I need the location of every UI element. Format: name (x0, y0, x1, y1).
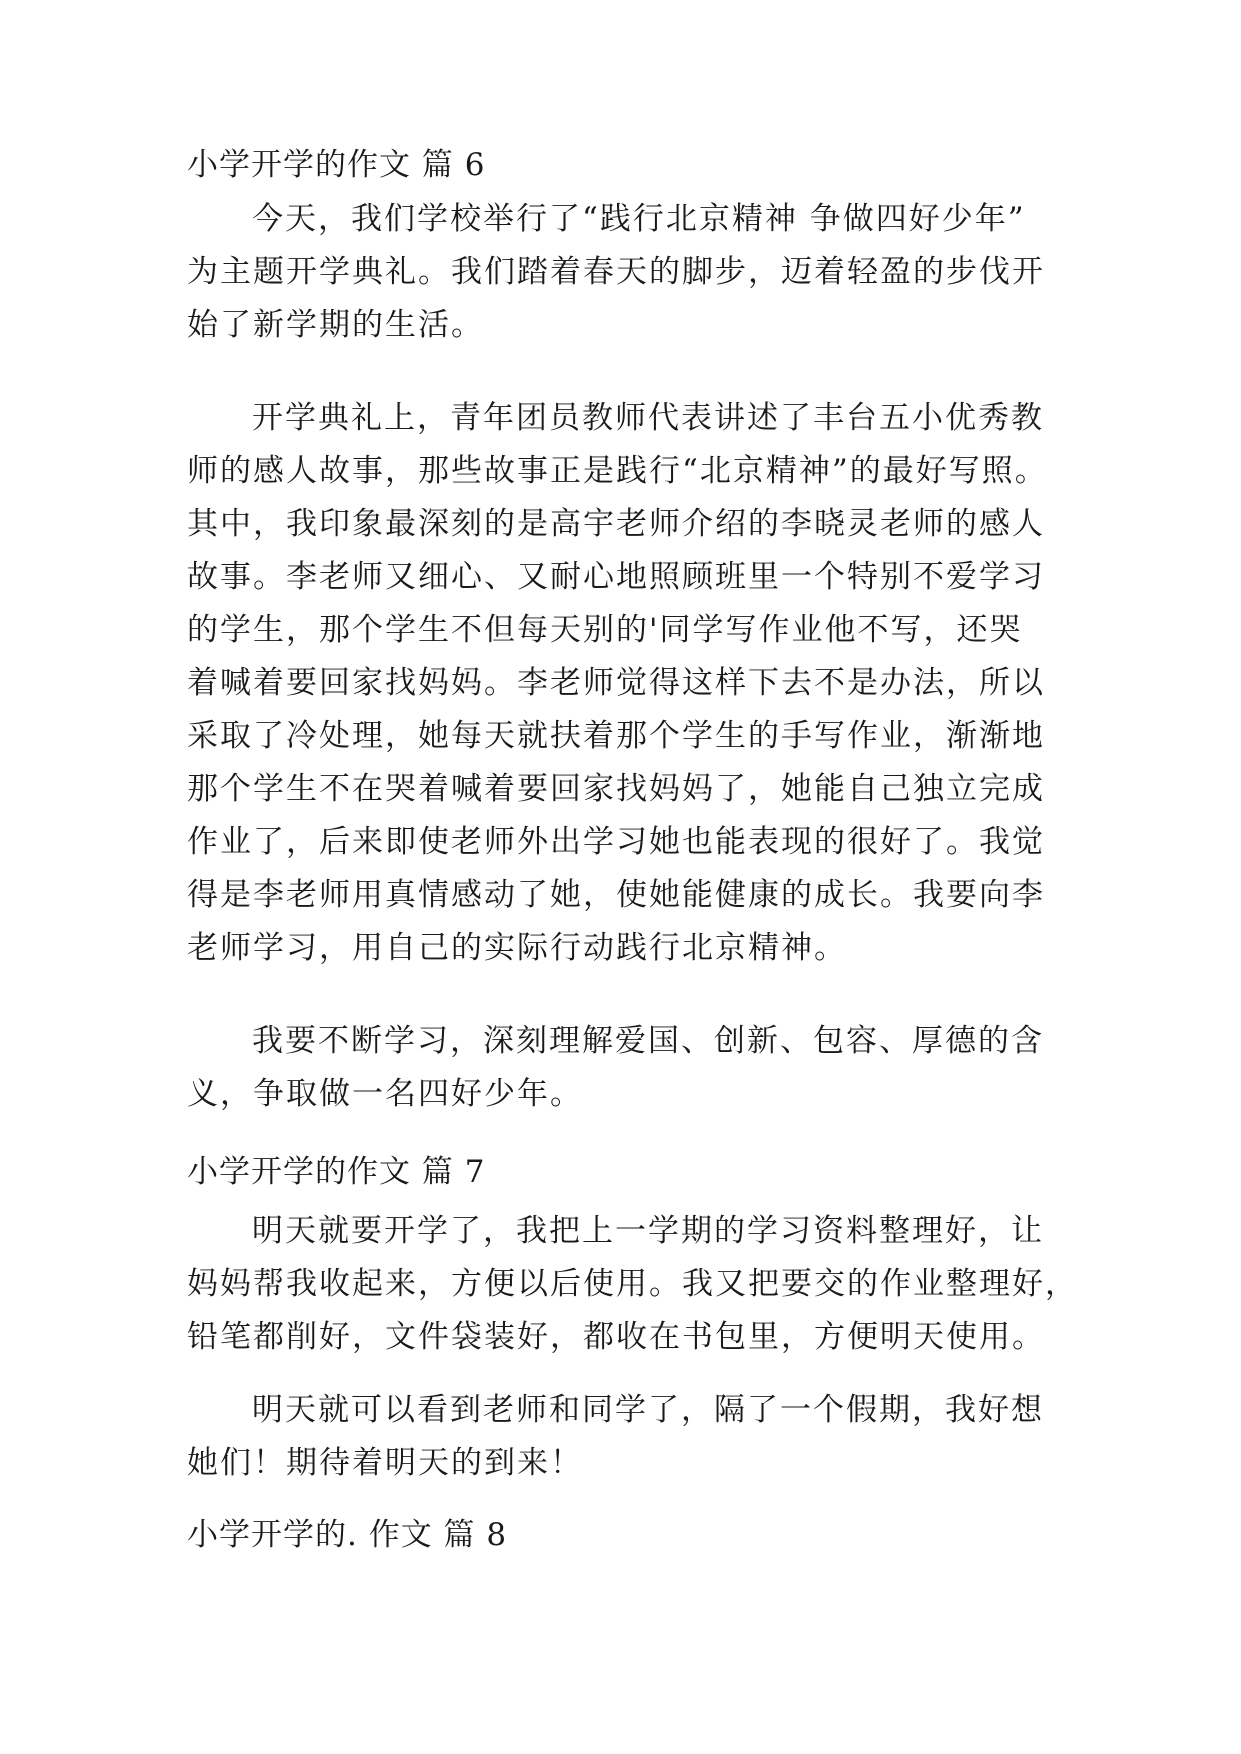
paragraph-line: 其中，我印象最深刻的是高宇老师介绍的李晓灵老师的感人 (187, 506, 1045, 542)
paragraph-line: 的学生，那个学生不但每天别的'同学写作业他不写，还哭 (187, 612, 1023, 648)
paragraph-line: 明天就可以看到老师和同学了，隔了一个假期，我好想 (252, 1392, 1044, 1428)
paragraph-line: 得是李老师用真情感动了她，使她能健康的成长。我要向李 (187, 877, 1045, 913)
paragraph-line: 开学典礼上，青年团员教师代表讲述了丰台五小优秀教 (252, 400, 1044, 436)
paragraph-line: 铅笔都削好，文件袋装好，都收在书包里，方便明天使用。 (187, 1319, 1045, 1355)
paragraph-line: 师的感人故事，那些故事正是践行“北京精神”的最好写照。 (187, 453, 1048, 489)
paragraph-line: 采取了冷处理，她每天就扶着那个学生的手写作业，渐渐地 (187, 718, 1045, 754)
paragraph-line: 今天，我们学校举行了“践行北京精神 争做四好少年” (252, 201, 1026, 237)
paragraph-line: 那个学生不在哭着喊着要回家找妈妈了，她能自己独立完成 (187, 771, 1045, 807)
paragraph-line: 老师学习，用自己的实际行动践行北京精神。 (187, 930, 847, 966)
paragraph-line: 着喊着要回家找妈妈。李老师觉得这样下去不是办法，所以 (187, 665, 1045, 701)
paragraph-line: 明天就要开学了，我把上一学期的学习资料整理好，让 (252, 1213, 1044, 1249)
paragraph-line: 义，争取做一名四好少年。 (187, 1076, 583, 1112)
section-heading: 小学开学的作文 篇 7 (187, 1154, 486, 1190)
paragraph-line: 妈妈帮我收起来，方便以后使用。我又把要交的作业整理好， (187, 1266, 1078, 1302)
paragraph-line: 作业了，后来即使老师外出学习她也能表现的很好了。我觉 (187, 824, 1045, 860)
paragraph-line: 故事。李老师又细心、又耐心地照顾班里一个特别不爱学习 (187, 559, 1045, 595)
section-heading: 小学开学的. 作文 篇 8 (187, 1517, 508, 1553)
paragraph-line: 她们！期待着明天的到来！ (187, 1445, 583, 1481)
section-heading: 小学开学的作文 篇 6 (187, 147, 486, 183)
paragraph-line: 始了新学期的生活。 (187, 307, 484, 343)
paragraph-line: 我要不断学习，深刻理解爱国、创新、包容、厚德的含 (252, 1023, 1044, 1059)
paragraph-line: 为主题开学典礼。我们踏着春天的脚步，迈着轻盈的步伐开 (187, 254, 1045, 290)
